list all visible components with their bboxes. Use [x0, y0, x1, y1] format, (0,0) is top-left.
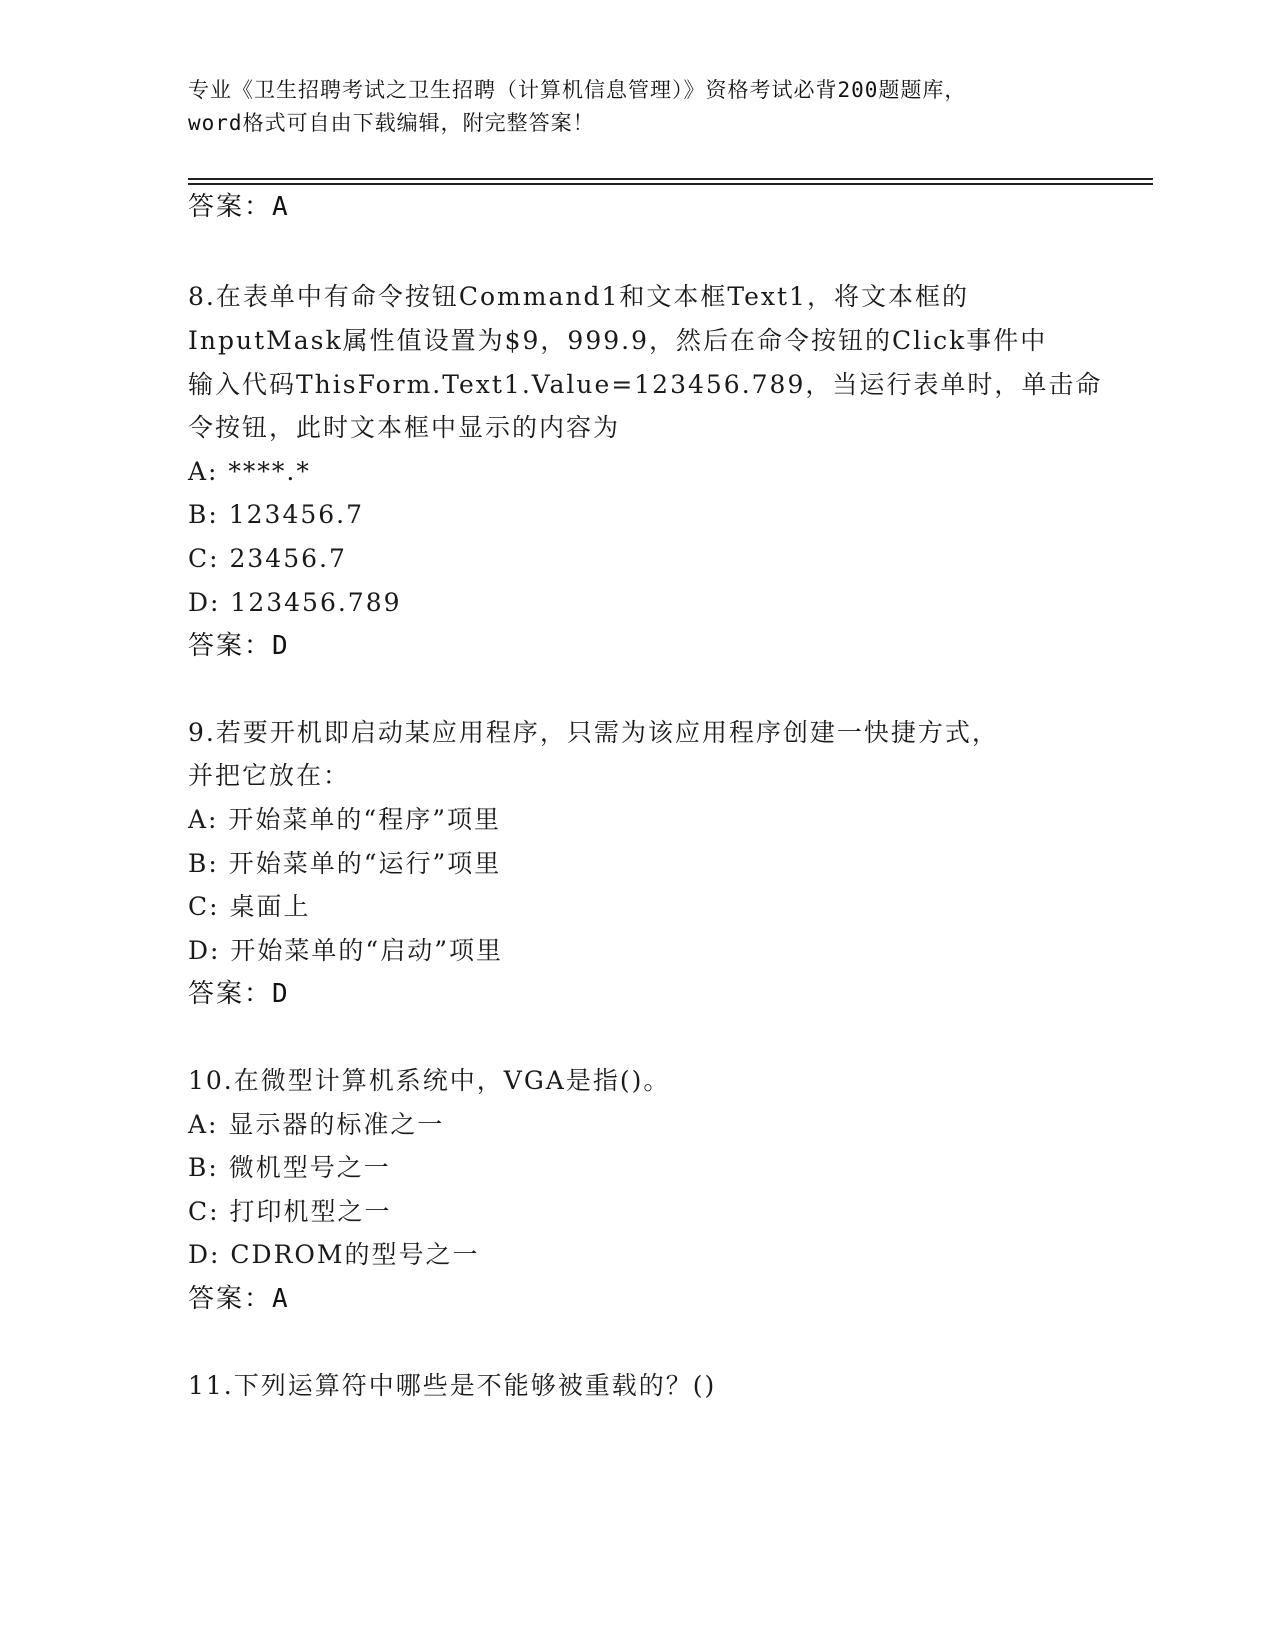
q8-answer: 答案：D — [188, 631, 290, 661]
q10-answer: 答案：A — [188, 1284, 290, 1314]
header-line-1: 专业《卫生招聘考试之卫生招聘（计算机信息管理）》资格考试必背200题题库， — [188, 78, 967, 102]
previous-answer: 答案：A — [188, 192, 290, 222]
q9-option-c: C: 桌面上 — [188, 892, 311, 921]
q8-option-c: C: 23456.7 — [188, 544, 347, 573]
header-line-2: word格式可自由下载编辑，附完整答案！ — [188, 111, 595, 135]
q9-option-d: D: 开始菜单的“启动”项里 — [188, 936, 503, 965]
q8-option-a: A: ****.* — [188, 457, 311, 486]
q8-text-line-4: 令按钮，此时文本框中显示的内容为 — [188, 413, 621, 442]
header-divider-bottom — [188, 183, 1153, 185]
document-header — [188, 74, 1088, 140]
q10-option-c: C: 打印机型之一 — [188, 1197, 392, 1226]
q8-text-line-2: InputMask属性值设置为$9，999.9，然后在命令按钮的Click事件中 — [188, 326, 1048, 355]
q9-text-line-2: 并把它放在： — [188, 761, 351, 790]
q11-text-line-1: 11.下列运算符中哪些是不能够被重载的？() — [188, 1371, 717, 1400]
q9-answer: 答案：D — [188, 979, 290, 1009]
q10-option-a: A: 显示器的标准之一 — [188, 1110, 445, 1139]
q10-option-b: B: 微机型号之一 — [188, 1153, 391, 1182]
q8-option-b: B: 123456.7 — [188, 500, 365, 529]
q10-option-d: D: CDROM的型号之一 — [188, 1240, 480, 1269]
q10-text-line-1: 10.在微型计算机系统中，VGA是指()。 — [188, 1066, 671, 1095]
q8-option-d: D: 123456.789 — [188, 588, 402, 617]
q8-text-line-3: 输入代码ThisForm.Text1.Value=123456.789，当运行表单时，单击命 — [188, 370, 1103, 399]
q9-text-line-1: 9.若要开机即启动某应用程序，只需为该应用程序创建一快捷方式， — [188, 718, 999, 747]
header-divider-top — [188, 178, 1153, 180]
q9-option-a: A: 开始菜单的“程序”项里 — [188, 805, 501, 834]
q9-option-b: B: 开始菜单的“运行”项里 — [188, 849, 502, 878]
q8-text-line-1: 8.在表单中有命令按钮Command1和文本框Text1，将文本框的 — [188, 282, 969, 311]
